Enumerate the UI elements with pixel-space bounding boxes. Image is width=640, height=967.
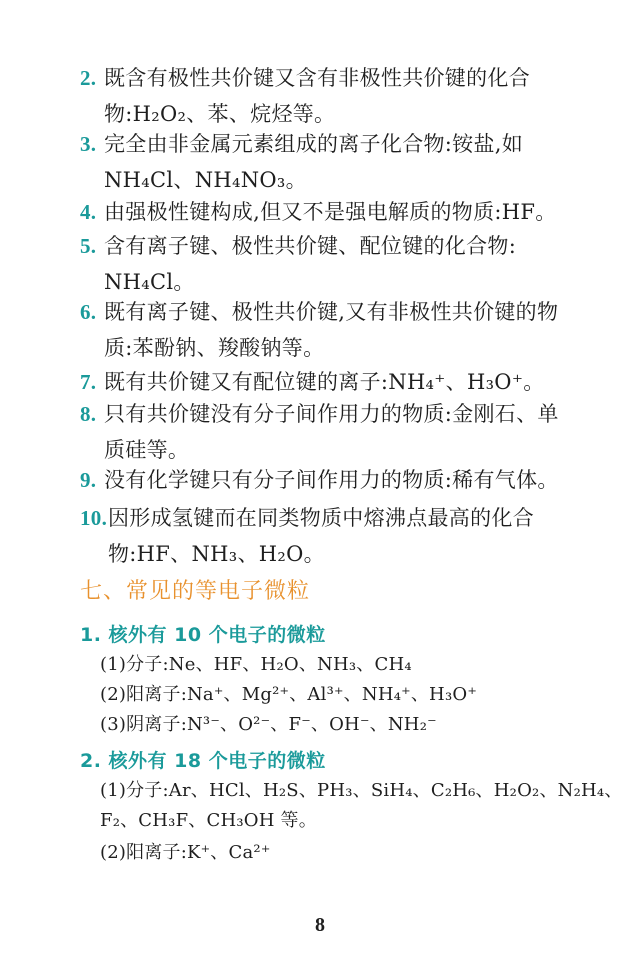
item-number: 4. xyxy=(80,200,97,224)
item-text-line: 既含有极性共价键又含有非极性共价键的化合 xyxy=(104,66,530,90)
subsection-heading: 2. 核外有 18 个电子的微粒 xyxy=(80,750,326,772)
item-text-line: 质:苯酚钠、羧酸钠等。 xyxy=(104,336,325,360)
subsection-heading: 1. 核外有 10 个电子的微粒 xyxy=(80,624,326,646)
item-text-line: 由强极性键构成,但又不是强电解质的物质:HF。 xyxy=(104,200,557,224)
item-text-line: NH₄Cl。 xyxy=(104,270,195,294)
subsection-line: F₂、CH₃F、CH₃OH 等。 xyxy=(100,810,317,831)
item-text-line: 物:H₂O₂、苯、烷烃等。 xyxy=(104,102,336,126)
item-text-line: 质硅等。 xyxy=(104,438,190,462)
item-number: 5. xyxy=(80,234,97,258)
subsection-line: (1)分子:Ne、HF、H₂O、NH₃、CH₄ xyxy=(100,654,412,675)
item-text-line: 含有离子键、极性共价键、配位键的化合物: xyxy=(104,234,517,258)
item-number: 7. xyxy=(80,370,97,394)
item-text-line: 既有共价键又有配位键的离子:NH₄⁺、H₃O⁺。 xyxy=(104,370,545,394)
section-title: 七、常见的等电子微粒 xyxy=(80,579,311,604)
item-text-line: 没有化学键只有分子间作用力的物质:稀有气体。 xyxy=(104,468,559,492)
subsection-line: (1)分子:Ar、HCl、H₂S、PH₃、SiH₄、C₂H₆、H₂O₂、N₂H₄、 xyxy=(100,780,623,801)
item-text-line: 完全由非金属元素组成的离子化合物:铵盐,如 xyxy=(104,132,524,156)
item-number: 3. xyxy=(80,132,97,156)
item-number: 2. xyxy=(80,66,97,90)
item-text-line: 物:HF、NH₃、H₂O。 xyxy=(108,542,325,566)
subsection-line: (2)阳离子:Na⁺、Mg²⁺、Al³⁺、NH₄⁺、H₃O⁺ xyxy=(100,684,478,705)
item-text-line: NH₄Cl、NH₄NO₃。 xyxy=(104,168,307,192)
page-number: 8 xyxy=(315,914,325,936)
item-number: 9. xyxy=(80,468,97,492)
item-number: 8. xyxy=(80,402,97,426)
item-text-line: 因形成氢键而在同类物质中熔沸点最高的化合 xyxy=(108,506,534,530)
subsection-line: (3)阴离子:N³⁻、O²⁻、F⁻、OH⁻、NH₂⁻ xyxy=(100,714,437,735)
subsection-line: (2)阳离子:K⁺、Ca²⁺ xyxy=(100,842,271,863)
item-text-line: 既有离子键、极性共价键,又有非极性共价键的物 xyxy=(104,300,559,324)
item-number: 6. xyxy=(80,300,97,324)
item-text-line: 只有共价键没有分子间作用力的物质:金刚石、单 xyxy=(104,402,559,426)
item-number: 10. xyxy=(80,506,108,530)
